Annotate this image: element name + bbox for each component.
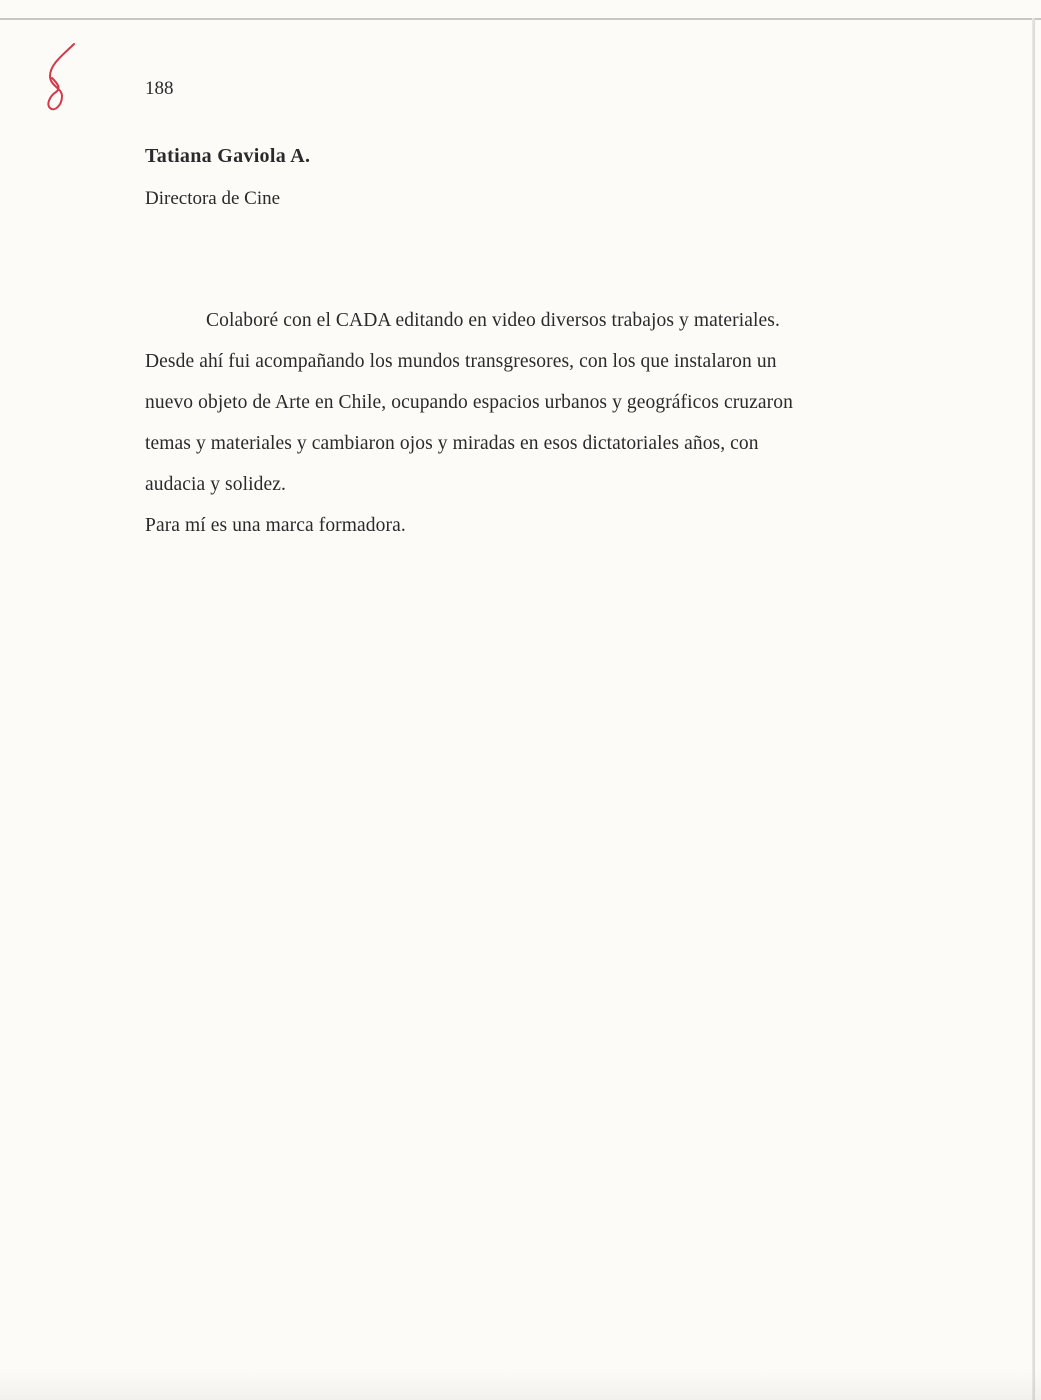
page-right-edge (1032, 18, 1035, 1400)
page-top-edge (0, 18, 1041, 20)
page-bottom-shade (0, 1370, 1041, 1400)
handwritten-eight-mark (40, 42, 80, 116)
body-line: Colaboré con el CADA editando en video diversos trabajos y materiales. (206, 310, 780, 331)
author-name: Tatiana Gaviola A. (145, 145, 311, 167)
body-line: Para mí es una marca formadora. (145, 515, 406, 536)
body-line: Desde ahí fui acompañando los mundos transgresores, con los que instalaron un (145, 351, 777, 372)
body-line: temas y materiales y cambiaron ojos y miradas en esos dictatoriales años, con (145, 433, 759, 454)
body-line: nuevo objeto de Arte en Chile, ocupando espacios urbanos y geográficos cruzaron (145, 392, 793, 413)
author-role: Directora de Cine (145, 188, 281, 209)
page-number: 188 (145, 78, 174, 99)
body-line: audacia y solidez. (145, 474, 286, 495)
